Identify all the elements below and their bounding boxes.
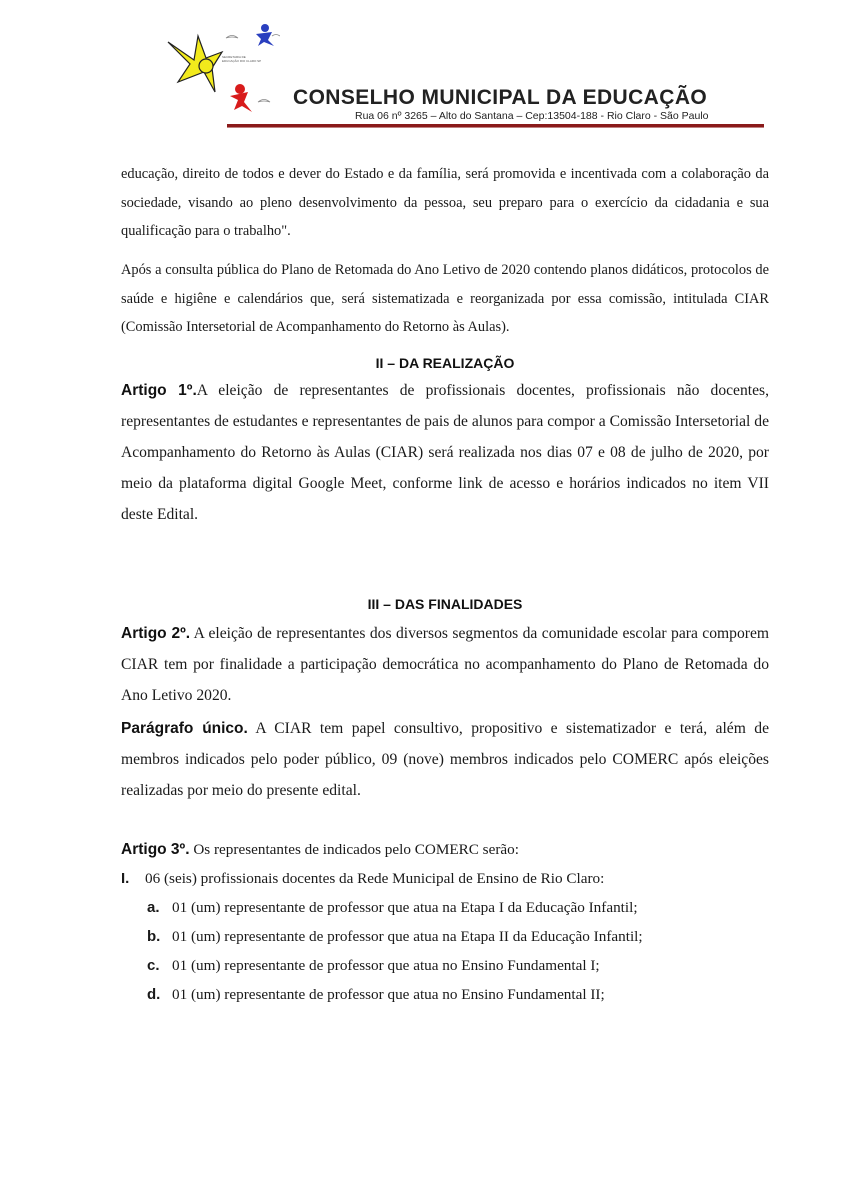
list-item-I [121,870,604,888]
org-address: Rua 06 nº 3265 – Alto do Santana – Cep:13504-188 - Rio Claro - São Paulo [355,110,709,122]
list-item-d [147,986,605,1004]
logo-figures-icon [160,22,280,117]
paragrafo-unico-text: A CIAR tem papel consultivo, propositivo e sistematizador e terá, além de membros indicados pelo poder público, 09 (nove) membros indicados pelo COMERC após eleições realizadas por meio do presente edital. [121,720,769,799]
list-item-d-text: 01 (um) representante de professor que atua no Ensino Fundamental II; [172,986,605,1003]
article-2-label: Artigo 2º. [121,625,191,642]
article-1-label: Artigo 1º. [121,382,197,399]
list-marker-c: c. [147,957,160,974]
paragrafo-unico [121,713,769,806]
list-item-I-text: 06 (seis) profissionais docentes da Rede Municipal de Ensino de Rio Claro: [145,870,605,887]
list-item-a-text: 01 (um) representante de professor que atua na Etapa I da Educação Infantil; [172,899,638,916]
list-item-a [147,899,638,917]
article-1 [121,375,769,530]
logo-caption: SECRETARIA DE EDUCAÇÃO RIO CLARO SP [222,55,262,63]
article-1-text: A eleição de representantes de profissionais docentes, profissionais não docentes, representantes de estudantes e representantes de pais de alunos para compor a Comissão Intersetorial de Acompanhamento do Retorno às Aulas (CIAR) será realizada nos dias 07 e 08 de julho de 2020, por meio da plataforma digital Google Meet, conforme link de acesso e horários indicados no item VII deste Edital. [121,382,769,523]
council-logo [160,22,280,117]
intro-paragraph-2: Após a consulta pública do Plano de Retomada do Ano Letivo de 2020 contendo planos didáticos, protocolos de saúde e higiêne e calendários que, será sistematizada e reorganizada por essa comissão, intitulada CIAR (Comissão Intersetorial de Acompanhamento do Retorno às Aulas). [121,262,769,335]
article-2-text: A eleição de representantes dos diversos segmentos da comunidade escolar para comporem CIAR tem por finalidade a participação democrática no acompanhamento do Plano de Retomada do Ano Letivo 2020. [121,625,769,704]
list-item-c-text: 01 (um) representante de professor que atua no Ensino Fundamental I; [172,957,600,974]
list-marker-a: a. [147,899,160,916]
list-marker-b: b. [147,928,161,945]
list-item-b [147,928,643,946]
article-2 [121,618,769,711]
article-3 [121,841,519,859]
paragrafo-unico-label: Parágrafo único. [121,720,248,737]
org-title: CONSELHO MUNICIPAL DA EDUCAÇÃO [293,86,708,109]
article-3-label: Artigo 3º. [121,841,190,858]
article-3-text: Os representantes de indicados pelo COMERC serão: [189,841,519,858]
section-heading-realizacao: II – DA REALIZAÇÃO [375,355,515,371]
list-marker-d: d. [147,986,161,1003]
list-item-b-text: 01 (um) representante de professor que atua na Etapa II da Educação Infantil; [172,928,643,945]
header-rule-shadow [227,127,764,128]
list-item-c [147,957,600,975]
intro-paragraph-1: educação, direito de todos e dever do Estado e da família, será promovida e incentivada com a colaboração da sociedade, visando ao pleno desenvolvimento da pessoa, seu preparo para o exercício da cidadania e sua qualificação para o trabalho". [121,166,769,239]
list-marker-I: I. [121,870,130,887]
section-heading-finalidades: III – DAS FINALIDADES [367,596,523,612]
